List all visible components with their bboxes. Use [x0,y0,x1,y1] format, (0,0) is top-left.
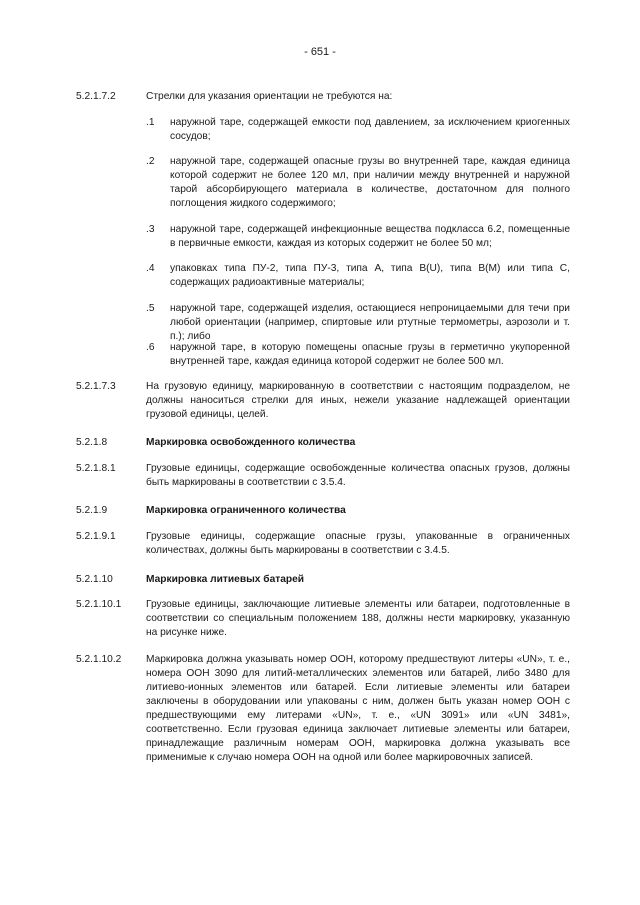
list-item-number: .1 [146,117,155,128]
section-text: Маркировка должна указывать номер ООН, которому предшествуют литеры «UN», т. е., номера ООН 3090 для литий-металлических элементов или батарей, либо 3480 для литиево-ионных элементов или батарей. Если литиевые элементы или батареи заключены в оборудовании или упакованы с ним, должен быть указан номер ООН с предшествующими ему литерами «UN», т. е., «UN 3091» или «UN 3481», соответственно. Если грузовая единица заключает литиевые элементы или батареи, принадлежащие различным номерам ООН, маркировка должна указывать все применимые к случаю номера ООН на одной или более маркировочных записей. [146,654,570,763]
list-item-number: .6 [146,342,155,353]
list-item-text: наружной таре, содержащей опасные грузы во внутренней таре, каждая единица которой содержит не более 120 мл, при наличии между внутренней и наружной тарой абсорбирующего материала в количестве, достаточном для полного поглощения жидкого содержимого; [170,156,570,209]
section-number: 5.2.1.10 [76,574,113,585]
section-text: Стрелки для указания ориентации не требуются на: [146,91,393,102]
section-number: 5.2.1.7.3 [76,381,116,392]
section-heading: Маркировка ограниченного количества [146,505,346,516]
list-item-text: наружной таре, содержащей инфекционные вещества подкласса 6.2, помещенные в первичные емкости, каждая из которых содержит не более 50 мл; [170,224,570,249]
section-number: 5.2.1.7.2 [76,91,116,102]
section-number: 5.2.1.8 [76,437,108,448]
list-item-text: упаковках типа ПУ-2, типа ПУ-3, типа A, типа B(U), типа B(M) или типа C, содержащих радиоактивные материалы; [170,263,570,288]
list-item-text: наружной таре, в которую помещены опасные грузы в герметично укупоренной внутренней таре, каждая единица которой содержит не более 500 мл. [170,342,570,367]
section-number: 5.2.1.10.1 [76,599,122,610]
section-heading: Маркировка освобожденного количества [146,437,356,448]
list-item-number: .4 [146,263,155,274]
list-item-number: .5 [146,303,155,314]
page-number: - 651 - [304,46,336,58]
section-text: Грузовые единицы, содержащие освобожденные количества опасных грузов, должны быть маркированы в соответствии с 3.5.4. [146,463,570,488]
list-item-text: наружной таре, содержащей емкости под давлением, за исключением криогенных сосудов; [170,117,570,142]
section-number: 5.2.1.8.1 [76,463,116,474]
section-text: Грузовые единицы, содержащие опасные грузы, упакованные в ограниченных количествах, должны быть маркированы в соответствии с 3.4.5. [146,531,570,556]
list-item-text: наружной таре, содержащей изделия, остающиеся непроницаемыми для течи при любой ориентации (например, спиртовые или ртутные термометры, аэрозоли и т. п.); либо [170,303,570,342]
section-heading: Маркировка литиевых батарей [146,574,305,585]
section-number: 5.2.1.9.1 [76,531,116,542]
list-item-number: .2 [146,156,155,167]
list-item-number: .3 [146,224,155,235]
section-number: 5.2.1.10.2 [76,654,122,665]
section-text: Грузовые единицы, заключающие литиевые элементы или батареи, подготовленные в соответствии со специальным положением 188, должны нести маркировку, указанную на рисунке ниже. [146,599,570,638]
section-number: 5.2.1.9 [76,505,108,516]
section-text: На грузовую единицу, маркированную в соответствии с настоящим подразделом, не должны наноситься стрелки для иных, нежели указание надлежащей ориентации грузовой единицы, целей. [146,381,570,420]
